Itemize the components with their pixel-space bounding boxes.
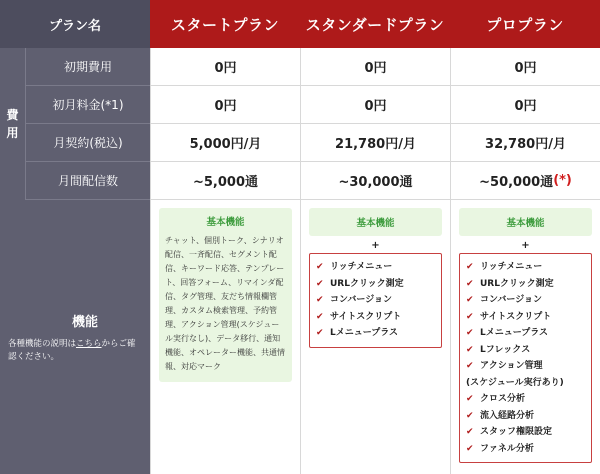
check-icon: ✔ xyxy=(466,410,474,421)
option-item xyxy=(466,424,585,441)
option-item xyxy=(466,325,585,342)
basic-features-title: 基本機能 xyxy=(356,218,395,229)
check-icon: ✔ xyxy=(466,295,474,305)
plan-header-start: スタートプラン xyxy=(150,0,300,48)
features-detail-link[interactable]: こちら xyxy=(76,338,102,349)
option-item xyxy=(466,391,585,408)
option-label: スタッフ権限設定 xyxy=(480,427,553,437)
option-label: コンバージョン xyxy=(330,295,393,305)
option-item xyxy=(466,309,585,326)
initial-fee-pro: 0円 xyxy=(450,48,600,86)
deliveries-pro-value: ~50,000通 xyxy=(479,175,554,190)
basic-features-box xyxy=(459,208,592,236)
option-label: サイトスクリプト xyxy=(480,311,552,322)
option-label: リッチメニュー xyxy=(480,262,543,272)
fee-side-char-2: 用 xyxy=(6,126,19,140)
monthly-start: 5,000円/月 xyxy=(150,124,300,162)
first-month-standard: 0円 xyxy=(300,86,450,124)
basic-features-list: チャット、個別トーク、シナリオ配信、一斉配信、セグメント配信、キーワード応答、テンプレート、回答フォーム、リマインダ配信、タグ管理、友だち情報欄管理、カスタム検索管理、予約管理、アクション管理(スケジュール実行なし)、データ移行、通知機能、オペレーター機能、共通情報、対応マーク xyxy=(165,236,285,371)
check-icon: ✔ xyxy=(466,328,474,338)
basic-features-title: 基本機能 xyxy=(206,217,245,228)
deliveries-pro xyxy=(450,162,600,200)
check-icon: ✔ xyxy=(316,278,324,289)
check-icon: ✔ xyxy=(316,311,324,322)
plan-header-standard: スタンダードプラン xyxy=(300,0,450,48)
option-item xyxy=(466,259,585,276)
row-label-initial-fee: 初期費用 xyxy=(26,48,150,86)
basic-features-box xyxy=(159,208,292,382)
option-item xyxy=(316,325,435,342)
option-label: クロス分析 xyxy=(480,394,526,404)
features-standard xyxy=(300,200,450,474)
option-item xyxy=(466,292,585,309)
fee-side-char-1: 費 xyxy=(6,108,19,122)
option-item xyxy=(466,358,585,375)
option-label: URLクリック測定 xyxy=(480,278,554,289)
basic-features-title: 基本機能 xyxy=(506,218,545,229)
check-icon: ✔ xyxy=(466,361,474,371)
fee-section-label xyxy=(0,48,26,200)
check-icon: ✔ xyxy=(466,278,474,289)
plan-name-header: プラン名 xyxy=(0,0,150,48)
option-label: 流入経路分析 xyxy=(480,410,535,421)
deliveries-pro-footnote: (*) xyxy=(553,173,572,188)
check-icon: ✔ xyxy=(466,311,474,322)
option-item xyxy=(466,276,585,293)
option-item xyxy=(316,309,435,326)
check-icon: ✔ xyxy=(466,262,474,272)
initial-fee-standard: 0円 xyxy=(300,48,450,86)
check-icon: ✔ xyxy=(466,443,474,454)
pro-options-box xyxy=(459,253,592,463)
monthly-pro: 32,780円/月 xyxy=(450,124,600,162)
row-label-deliveries: 月間配信数 xyxy=(26,162,150,200)
features-start xyxy=(150,200,300,474)
plus-sign: + xyxy=(371,240,380,251)
plan-header-pro: プロプラン xyxy=(450,0,600,48)
features-section-label xyxy=(0,200,150,474)
option-label: アクション管理 xyxy=(480,361,543,371)
option-label: Lメニュープラス xyxy=(330,328,399,338)
standard-options-box xyxy=(309,253,442,348)
check-icon: ✔ xyxy=(466,394,474,404)
option-item xyxy=(316,276,435,293)
initial-fee-start: 0円 xyxy=(150,48,300,86)
plus-sign: + xyxy=(521,240,530,251)
features-note-post: からご確認ください。 xyxy=(8,338,136,362)
features-note-pre: 各種機能の説明は xyxy=(8,338,77,349)
option-label: URLクリック測定 xyxy=(330,278,404,289)
check-icon: ✔ xyxy=(466,344,474,355)
option-label: (スケジュール実行あり) xyxy=(466,377,564,388)
row-label-first-month: 初月料金(*1) xyxy=(26,86,150,124)
option-item xyxy=(466,342,585,359)
deliveries-standard: ~30,000通 xyxy=(300,162,450,200)
option-label: Lメニュープラス xyxy=(480,328,549,338)
first-month-start: 0円 xyxy=(150,86,300,124)
option-label: ファネル分析 xyxy=(480,443,534,454)
check-icon: ✔ xyxy=(466,427,474,437)
row-label-monthly: 月契約(税込) xyxy=(26,124,150,162)
features-note xyxy=(8,338,142,364)
features-pro xyxy=(450,200,600,474)
check-icon: ✔ xyxy=(316,328,324,338)
option-label: リッチメニュー xyxy=(330,262,393,272)
option-item xyxy=(316,292,435,309)
first-month-pro: 0円 xyxy=(450,86,600,124)
option-label: コンバージョン xyxy=(480,295,543,305)
features-title: 機能 xyxy=(71,314,98,330)
monthly-standard: 21,780円/月 xyxy=(300,124,450,162)
check-icon: ✔ xyxy=(316,262,324,272)
deliveries-start: ~5,000通 xyxy=(150,162,300,200)
option-item xyxy=(466,408,585,425)
check-icon: ✔ xyxy=(316,295,324,305)
option-item xyxy=(316,259,435,276)
option-item xyxy=(466,441,585,458)
basic-features-box xyxy=(309,208,442,236)
option-label: サイトスクリプト xyxy=(330,311,402,322)
option-label: Lフレックス xyxy=(480,344,531,355)
option-item xyxy=(466,375,585,392)
